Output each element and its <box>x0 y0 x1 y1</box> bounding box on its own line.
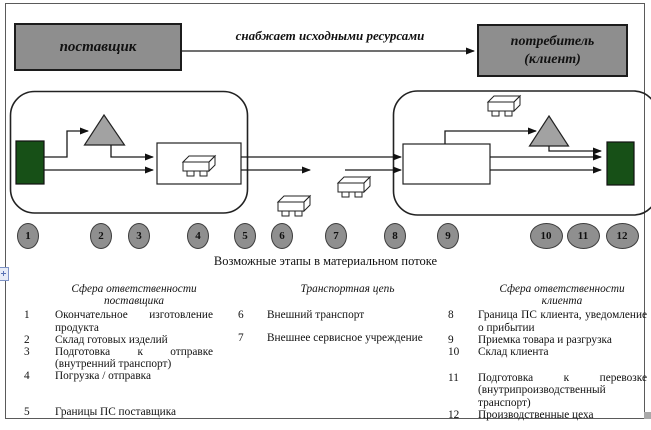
stage-number: 6 <box>238 309 244 322</box>
truck-icon <box>488 96 520 116</box>
stage-number: 10 <box>448 346 460 359</box>
stage-text: Склад клиента <box>478 346 549 359</box>
stage-list-item <box>18 309 214 333</box>
client-production-block <box>607 142 634 185</box>
stage-number: 3 <box>24 346 30 359</box>
stage-list-item <box>18 406 214 418</box>
stage-circle-2: 2 <box>90 223 112 249</box>
stage-list-item <box>444 409 648 421</box>
flow-arrow <box>445 131 536 144</box>
stage-number: 11 <box>448 372 459 385</box>
supplier-warehouse-triangle-icon <box>85 115 125 145</box>
stage-number: 12 <box>448 408 460 421</box>
stage-circle-4: 4 <box>187 223 209 249</box>
client-stages-list <box>444 283 648 421</box>
stage-circle-11: 11 <box>567 223 600 249</box>
stage-text: Погрузка / отправка <box>55 370 151 383</box>
stage-list-item <box>18 370 214 382</box>
stage-circle-3: 3 <box>128 223 150 249</box>
stage-circle-12: 12 <box>606 223 639 249</box>
stage-list-item <box>232 309 430 321</box>
stage-list-item <box>444 372 648 409</box>
stage-circle-7: 7 <box>325 223 347 249</box>
stage-text: Приемка товара и разгрузка <box>478 333 612 346</box>
flow-arrow <box>44 131 88 157</box>
stage-list-item <box>444 346 648 358</box>
stage-circle-6: 6 <box>271 223 293 249</box>
column-header: Сфера ответственности поставщика <box>71 283 197 308</box>
stage-text: Внешний транспорт <box>267 309 365 322</box>
transport-chain-list <box>232 283 430 356</box>
stage-number: 2 <box>24 333 30 346</box>
production-block <box>16 141 44 184</box>
stage-circle-9: 9 <box>437 223 459 249</box>
stage-text: Граница ПС клиента, уведомление о прибытии <box>478 309 647 334</box>
stage-number: 1 <box>24 309 30 322</box>
supplier-label: поставщик <box>59 39 137 55</box>
stage-text: Внешнее сервисное учреждение <box>267 332 423 345</box>
stage-number: 5 <box>24 405 30 418</box>
column-header: Сфера ответственности клиента <box>499 283 625 308</box>
stage-list-item <box>18 334 214 346</box>
truck-icon <box>338 177 370 197</box>
corner-artifact <box>644 412 651 419</box>
stage-circle-5: 5 <box>234 223 256 249</box>
stage-number: 9 <box>448 333 454 346</box>
stage-number: 7 <box>238 332 244 345</box>
supplier-stages-list <box>18 283 214 418</box>
anchor-artifact-icon <box>0 267 9 281</box>
truck-icon <box>278 196 310 216</box>
stage-text: Подготовка к перевозке (внутрипроизводственный транспорт) <box>478 372 647 409</box>
flow-arrow <box>549 146 601 151</box>
diagram-caption: Возможные этапы в материальном потоке <box>213 254 438 268</box>
stage-number: 8 <box>448 309 454 322</box>
consumer-label-line2: (клиент) <box>524 51 581 67</box>
flow-arrow <box>111 145 153 157</box>
stage-number: 4 <box>24 370 30 383</box>
stage-text: Границы ПС поставщика <box>55 405 177 418</box>
column-header: Транспортная цепь <box>300 283 395 295</box>
stage-circle-8: 8 <box>384 223 406 249</box>
stage-text: Подготовка к отправке (внутренний транспорт) <box>55 346 213 371</box>
stage-text: Производственные цеха <box>478 408 594 421</box>
stage-circle-1: 1 <box>17 223 39 249</box>
consumer-label-line1: потребитель <box>510 33 595 49</box>
stage-list-item <box>18 346 214 370</box>
stage-text: Склад готовых изделий <box>55 333 168 346</box>
client-receiving-block <box>403 144 490 184</box>
stage-list-item <box>444 309 648 333</box>
supply-flow-label: снабжает исходными ресурсами <box>235 28 425 43</box>
stage-list-item <box>444 334 648 346</box>
stage-circle-10: 10 <box>530 223 563 249</box>
stage-text: Окончательное изготовление продукта <box>55 309 213 334</box>
stage-list-item <box>232 332 430 344</box>
